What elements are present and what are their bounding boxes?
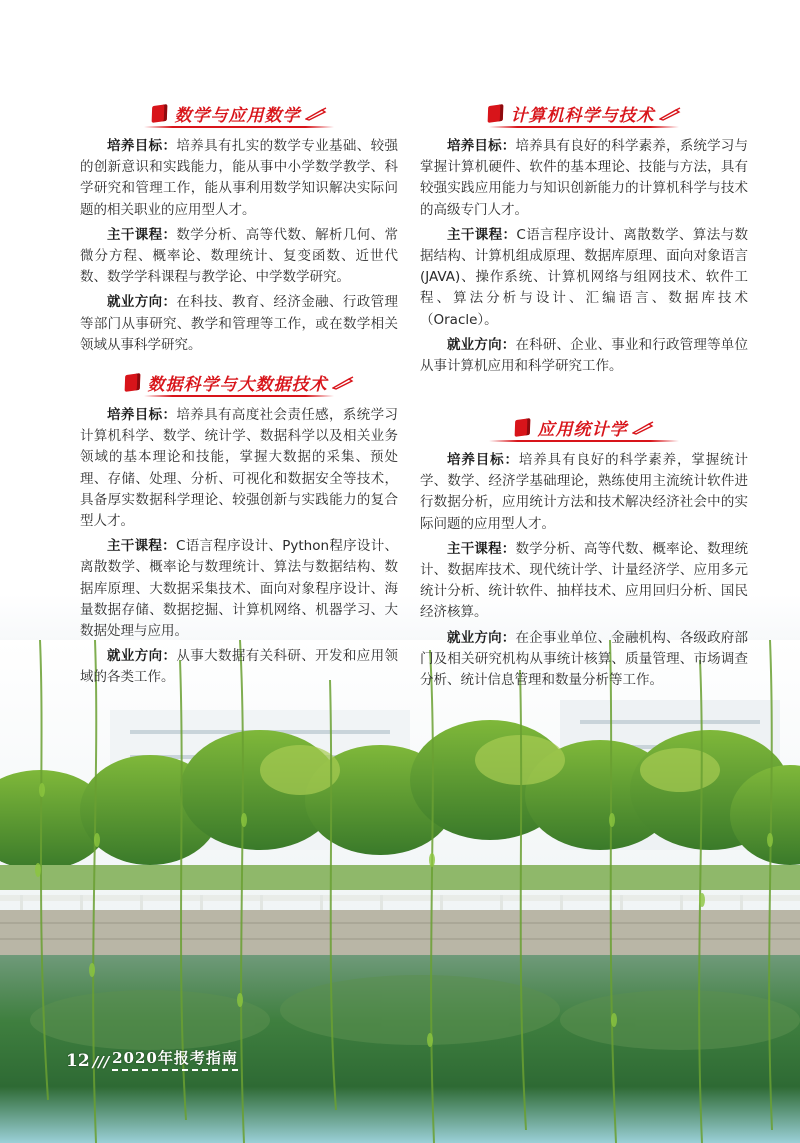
goal-label: 培养目标： (447, 452, 519, 468)
goal-label: 培养目标： (447, 138, 516, 154)
section-header (420, 412, 748, 442)
goal-paragraph (420, 450, 748, 535)
courses-label: 主干课程： (447, 226, 517, 243)
section-header (80, 367, 398, 397)
pen-icon (305, 106, 327, 120)
book-icon (151, 104, 167, 123)
book-icon (124, 373, 140, 392)
goal-label: 培养目标： (107, 138, 177, 154)
pen-icon (659, 106, 681, 120)
section-stats (420, 412, 748, 695)
career-paragraph (420, 335, 748, 377)
section-bigdata (80, 367, 398, 693)
pen-icon (632, 420, 654, 434)
page-footer (66, 1047, 238, 1071)
courses-label: 主干课程： (107, 538, 176, 555)
goal-text: 培养具有良好的科学素养，掌握统计学、数学、经济学基础理论，熟练使用主流统计软件进行数据分析，应用统计方法和技术解决经济社会中的实际问题的应用型人才。 (420, 452, 748, 532)
section-title: 计算机科学与技术 (510, 105, 655, 126)
career-label: 就业方向： (107, 294, 177, 311)
goal-text: 培养具有高度社会责任感，系统学习计算机科学、数学、统计学、数据科学以及相关业务领域的基本理论和技能，掌握大数据的采集、预处理、存储、处理、分析、可视化和数据安全等技术，具备厚实数据科学理论、较强创新与实践能力的复合型人才。 (80, 407, 398, 530)
career-label: 就业方向： (447, 629, 516, 646)
courses-text: C语言程序设计、离散数学、算法与数据结构、计算机组成原理、数据库原理、面向对象语言(JAVA)、操作系统、计算机网络与组网技术、软件工程、算法分析与设计、汇编语言、数据库技术（Oracle）。 (420, 226, 748, 328)
goal-text: 培养具有扎实的数学专业基础、较强的创新意识和实践能力，能从事中小学数学教学、科学研究和管理工作，能从事利用数学知识解决实际问题的相关职业的应用型人才。 (80, 138, 398, 218)
section-header (420, 98, 748, 128)
career-label: 就业方向： (447, 336, 516, 353)
section-title: 数据科学与大数据技术 (147, 374, 328, 395)
courses-label: 主干课程： (447, 540, 516, 557)
goal-label: 培养目标： (107, 407, 177, 423)
courses-paragraph (420, 539, 748, 624)
courses-text: C语言程序设计、Python程序设计、离散数学、概率论与数理统计、算法与数据结构、数据库原理、大数据采集技术、面向对象程序设计、海量数据存储、数据挖掘、计算机网络、机器学习、大数据处理与应用。 (80, 538, 398, 640)
career-text: 从事大数据有关科研、开发和应用领域的各类工作。 (80, 648, 398, 686)
career-text: 在科技、教育、经济金融、行政管理等部门从事研究、教学和管理等工作，或在数学相关领域从事科学研究。 (80, 294, 398, 353)
title-underline (489, 126, 679, 128)
footer-slashes: /// (92, 1053, 110, 1071)
career-paragraph (80, 646, 398, 688)
career-paragraph (420, 628, 748, 692)
pen-icon (332, 375, 354, 389)
courses-paragraph (420, 225, 748, 331)
career-text: 在科研、企业、事业和行政管理等单位从事计算机应用和科学研究工作。 (420, 336, 749, 375)
title-underline (144, 126, 334, 128)
section-math (80, 98, 398, 360)
goal-paragraph (80, 405, 398, 532)
book-icon (487, 104, 503, 123)
title-underline (144, 395, 334, 397)
section-cs (420, 98, 748, 381)
career-label: 就业方向： (107, 648, 177, 665)
title-underline (489, 440, 679, 442)
career-paragraph (80, 292, 398, 356)
courses-paragraph (80, 536, 398, 642)
section-title: 应用统计学 (537, 419, 628, 440)
section-title: 数学与应用数学 (174, 105, 301, 126)
goal-paragraph (80, 136, 398, 221)
page-number: 12 (66, 1051, 90, 1071)
goal-text: 培养具有良好的科学素养，系统学习与掌握计算机硬件、软件的基本理论、技能与方法，具有较强实践应用能力与知识创新能力的计算机科学与技术的高级专门人才。 (420, 138, 749, 218)
courses-paragraph (80, 225, 398, 289)
goal-paragraph (420, 136, 748, 221)
section-header (80, 98, 398, 128)
courses-text: 数学分析、高等代数、概率论、数理统计、数据库技术、现代统计学、计量经济学、应用多元统计分析、统计软件、抽样技术、应用回归分析、国民经济核算。 (420, 540, 749, 621)
guide-title: 2020年报考指南 (112, 1047, 238, 1071)
courses-label: 主干课程： (107, 226, 177, 243)
courses-text: 数学分析、高等代数、解析几何、常微分方程、概率论、数理统计、复变函数、近世代数、数学学科课程与教学论、中学数学研究。 (80, 226, 398, 286)
book-icon (514, 418, 530, 437)
career-text: 在企事业单位、金融机构、各级政府部门及相关研究机构从事统计核算、质量管理、市场调查分析、统计信息管理和数量分析等工作。 (420, 629, 749, 689)
